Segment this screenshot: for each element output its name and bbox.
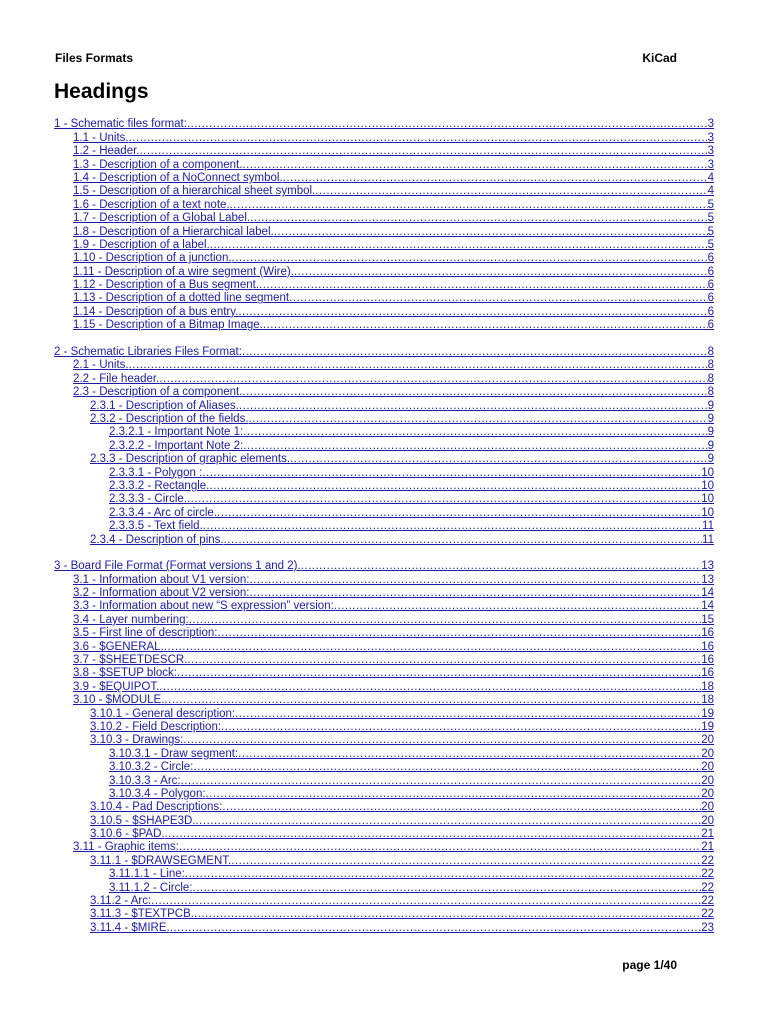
toc-entry-title: 3.3 - Information about new “S expression” version:	[73, 600, 334, 613]
toc-page-number: 22	[701, 895, 714, 908]
toc-leader-dots	[210, 239, 708, 252]
toc-entry-link[interactable]	[54, 279, 714, 292]
toc-leader-dots	[187, 654, 701, 667]
toc-leader-dots	[232, 252, 708, 265]
toc-entry-title: 2.3.2 - Description of the fields.	[90, 412, 249, 425]
toc-entry-link[interactable]	[54, 600, 714, 613]
toc-page-number: 16	[701, 667, 714, 680]
toc-entry-link[interactable]	[54, 868, 714, 881]
toc-entry-link[interactable]	[54, 386, 714, 399]
toc-entry-link[interactable]	[54, 788, 714, 801]
toc-entry-link[interactable]	[54, 680, 714, 693]
page-number: page 1/40	[622, 958, 677, 972]
toc-leader-dots	[194, 908, 701, 921]
toc-page-number: 22	[701, 908, 714, 921]
toc-entry-link[interactable]	[54, 212, 714, 225]
toc-entry-link[interactable]	[54, 453, 714, 466]
toc-leader-dots	[231, 855, 701, 868]
toc-entry-link[interactable]	[54, 131, 714, 144]
toc-entry-title: 3.10.6 - $PAD.	[90, 828, 165, 841]
toc-page-number: 22	[701, 854, 714, 867]
toc-page-number: 4	[707, 171, 714, 184]
toc-page-number: 3	[707, 118, 714, 131]
toc-entry-link[interactable]	[54, 118, 714, 131]
toc-page-number: 16	[701, 640, 714, 653]
toc-leader-dots	[239, 400, 708, 413]
toc-page-number: 6	[707, 279, 714, 292]
toc-leader-dots	[187, 118, 708, 131]
toc-page-number: 6	[707, 252, 714, 265]
toc-leader-dots	[203, 520, 702, 533]
toc-page-number: 16	[701, 627, 714, 640]
toc-page-number: 5	[707, 238, 714, 251]
toc-leader-dots	[164, 641, 701, 654]
toc-entry-link[interactable]	[54, 921, 714, 934]
toc-leader-dots	[170, 922, 702, 935]
toc-entry-title: 2.3.3 - Description of graphic elements.	[90, 453, 291, 466]
toc-leader-dots	[209, 480, 701, 493]
toc-entry-link[interactable]	[54, 587, 714, 600]
toc-page-number: 20	[701, 801, 714, 814]
toc-entry-title: 1 - Schematic files format:	[54, 118, 187, 131]
toc-entry-title: 1.4 - Description of a NoConnect symbol.	[73, 171, 283, 184]
toc-page-number: 10	[701, 479, 714, 492]
toc-page-number: 16	[701, 654, 714, 667]
toc-entry-link[interactable]	[54, 613, 714, 626]
toc-entry-link[interactable]	[54, 158, 714, 171]
toc-leader-dots	[129, 359, 708, 372]
toc-entry-title: 3.5 - First line of description:	[73, 627, 218, 640]
toc-page-number: 18	[701, 680, 714, 693]
toc-entry-title: 3 - Board File Format (Format versions 1 and 2).	[54, 560, 301, 573]
toc-leader-dots	[183, 734, 701, 747]
toc-leader-dots	[193, 761, 701, 774]
toc-entry-link[interactable]	[54, 560, 714, 573]
toc-entry-link[interactable]	[54, 573, 714, 586]
toc-leader-dots	[206, 788, 702, 801]
toc-page-number: 20	[701, 761, 714, 774]
product-name: KiCad	[642, 51, 677, 65]
toc-leader-dots	[294, 266, 708, 279]
toc-leader-dots	[164, 694, 701, 707]
toc-leader-dots	[243, 440, 707, 453]
toc-leader-dots	[151, 895, 701, 908]
page-header	[55, 51, 677, 67]
toc-leader-dots	[249, 574, 701, 587]
toc-entry-link[interactable]	[54, 292, 714, 305]
toc-entry-link[interactable]	[54, 520, 714, 533]
toc-leader-dots	[129, 132, 708, 145]
toc-entry-link[interactable]	[54, 305, 714, 318]
toc-page-number: 3	[707, 158, 714, 171]
toc-entry-link[interactable]	[54, 881, 714, 894]
toc-entry-link[interactable]	[54, 145, 714, 158]
toc-leader-dots	[159, 681, 701, 694]
toc-page-number: 9	[707, 412, 714, 425]
toc-entry-link[interactable]	[54, 734, 714, 747]
toc-page-number: 6	[707, 292, 714, 305]
toc-entry-link[interactable]	[54, 707, 714, 720]
toc-page-number: 20	[701, 734, 714, 747]
toc-entry-link[interactable]	[54, 828, 714, 841]
toc-entry-link[interactable]	[54, 319, 714, 332]
toc-page-number: 4	[707, 185, 714, 198]
toc-entry-link[interactable]	[54, 814, 714, 827]
toc-page-number: 3	[707, 145, 714, 158]
toc-entry-title: 1.5 - Description of a hierarchical sheet symbol.	[73, 185, 316, 198]
toc-entry-title: 2.3.3.5 - Text field.	[109, 520, 203, 533]
toc-entry-link[interactable]	[54, 533, 714, 546]
toc-entry-title: 3.2 - Information about V2 version:	[73, 587, 250, 600]
toc-entry-link[interactable]	[54, 480, 714, 493]
toc-leader-dots	[217, 507, 701, 520]
document-title: Files Formats	[55, 51, 134, 65]
toc-leader-dots	[187, 493, 701, 506]
toc-entry-title: 3.11 - Graphic items:	[73, 841, 179, 854]
toc-leader-dots	[238, 306, 707, 319]
toc-page-number: 11	[702, 533, 714, 546]
toc-entry-link[interactable]	[54, 239, 714, 252]
toc-entry-title: 3.11.1.2 - Circle:	[109, 881, 193, 894]
toc-entry-title: 1.14 - Description of a bus entry.	[73, 305, 239, 318]
toc-page-number: 10	[701, 466, 714, 479]
toc-page-number: 20	[701, 787, 714, 800]
toc-page-number: 13	[701, 573, 714, 586]
toc-entry-title: 2.3.3.1 - Polygon :	[109, 466, 203, 479]
toc-page-number: 8	[707, 359, 714, 372]
toc-entry-title: 3.11.1 - $DRAWSEGMENT.	[90, 854, 232, 867]
toc-leader-dots	[230, 199, 708, 212]
toc-page-number: 18	[701, 694, 714, 707]
toc-entry-title: 3.10.4 - Pad Descriptions:	[90, 801, 223, 814]
toc-page-number: 19	[701, 720, 714, 733]
toc-entry-title: 1.13 - Description of a dotted line segment	[73, 292, 290, 305]
toc-leader-dots	[301, 560, 702, 573]
toc-page-number: 20	[701, 747, 714, 760]
toc-entry-title: 3.1 - Information about V1 version:	[73, 573, 250, 586]
toc-leader-dots	[315, 185, 707, 198]
toc-entry-link[interactable]	[54, 640, 714, 653]
toc-leader-dots	[238, 748, 701, 761]
toc-entry-title: 3.10.3 - Drawings:	[90, 734, 184, 747]
toc-entry-link[interactable]	[54, 667, 714, 680]
toc-entry-title: 1.3 - Description of a component.	[73, 158, 243, 171]
toc-entry-link[interactable]	[54, 506, 714, 519]
toc-entry-title: 2 - Schematic Libraries Files Format:	[54, 346, 242, 359]
toc-leader-dots	[217, 627, 701, 640]
toc-entry-link[interactable]	[54, 774, 714, 787]
toc-entry-link[interactable]	[54, 399, 714, 412]
toc-page-number: 23	[701, 921, 714, 934]
toc-page-number: 11	[702, 520, 714, 533]
toc-page-number: 19	[701, 707, 714, 720]
toc-entry-title: 2.3.2.2 - Important Note 2:	[109, 439, 244, 452]
toc-leader-dots	[283, 172, 708, 185]
toc-entry-title: 2.3.3.3 - Circle.	[109, 493, 187, 506]
toc-leader-dots	[159, 373, 707, 386]
toc-leader-dots	[242, 346, 708, 359]
toc-entry-link[interactable]	[54, 493, 714, 506]
toc-entry-link[interactable]	[54, 252, 714, 265]
toc-entry-link[interactable]	[54, 747, 714, 760]
toc-entry-link[interactable]	[54, 185, 714, 198]
toc-leader-dots	[243, 426, 707, 439]
toc-page-number: 14	[701, 587, 714, 600]
toc-page-number: 3	[707, 131, 714, 144]
toc-page-number: 6	[707, 305, 714, 318]
toc-entry-title: 3.11.1.1 - Line:	[109, 868, 185, 881]
toc-entry-title: 3.11.3 - $TEXTPCB.	[90, 908, 194, 921]
toc-entry-link[interactable]	[54, 265, 714, 278]
toc-entry-title: 3.7 - $SHEETDESCR.	[73, 654, 188, 667]
toc-entry-title: 1.11 - Description of a wire segment (Wire).	[73, 265, 294, 278]
toc-entry-title: 1.1 - Units.	[73, 131, 129, 144]
toc-leader-dots	[139, 145, 707, 158]
toc-entry-link[interactable]	[54, 413, 714, 426]
toc-page-number: 22	[701, 868, 714, 881]
toc-page-number: 21	[701, 841, 714, 854]
toc-entry-title: 1.6 - Description of a text note.	[73, 198, 230, 211]
toc-page-number: 20	[701, 814, 714, 827]
toc-entry-title: 3.10.3.4 - Polygon:	[109, 787, 206, 800]
toc-entry-title: 2.1 - Units.	[73, 359, 129, 372]
toc-entry-link[interactable]	[54, 721, 714, 734]
toc-entry-title: 3.10.3.3 - Arc:	[109, 774, 181, 787]
toc-entry-title: 3.6 - $GENERAL.	[73, 640, 164, 653]
toc-leader-dots	[242, 386, 707, 399]
toc-entry-title: 3.11.4 - $MIRE.	[90, 921, 170, 934]
toc-leader-dots	[193, 882, 702, 895]
toc-page-number: 9	[707, 426, 714, 439]
toc-page-number: 5	[707, 212, 714, 225]
toc-entry-link[interactable]	[54, 694, 714, 707]
toc-entry-link[interactable]	[54, 426, 714, 439]
toc-entry-title: 3.10.1 - General description:	[90, 707, 236, 720]
toc-leader-dots	[195, 815, 701, 828]
toc-leader-dots	[289, 292, 708, 305]
toc-page-number: 5	[707, 225, 714, 238]
toc-leader-dots	[202, 467, 701, 480]
toc-entry-title: 3.8 - $SETUP block:	[73, 667, 177, 680]
toc-entry-link[interactable]	[54, 854, 714, 867]
toc-entry-title: 1.8 - Description of a Hierarchical label.	[73, 225, 274, 238]
toc-entry-link[interactable]	[54, 439, 714, 452]
toc-leader-dots	[259, 279, 708, 292]
toc-spacer	[54, 547, 714, 560]
toc-page-number: 8	[707, 346, 714, 359]
toc-page-number: 22	[701, 881, 714, 894]
toc-entry-title: 3.10.3.1 - Draw segment:	[109, 747, 239, 760]
toc-leader-dots	[263, 319, 708, 332]
toc-leader-dots	[165, 828, 702, 841]
toc-entry-title: 3.10.5 - $SHAPE3D.	[90, 814, 196, 827]
toc-page-number: 10	[701, 493, 714, 506]
toc-page-number: 20	[701, 774, 714, 787]
toc-entry-link[interactable]	[54, 225, 714, 238]
toc-page-number: 13	[701, 560, 714, 573]
toc-entry-title: 2.3.4 - Description of pins.	[90, 533, 224, 546]
toc-leader-dots	[274, 226, 708, 239]
toc-leader-dots	[189, 614, 702, 627]
toc-leader-dots	[185, 868, 701, 881]
toc-entry-title: 1.7 - Description of a Global Label.	[73, 212, 251, 225]
toc-entry-title: 1.10 - Description of a junction.	[73, 252, 232, 265]
toc-leader-dots	[221, 721, 701, 734]
toc-leader-dots	[177, 667, 701, 680]
toc-entry-title: 3.9 - $EQUIPOT.	[73, 680, 160, 693]
page-title: Headings	[54, 80, 149, 103]
toc-entry-link[interactable]	[54, 359, 714, 372]
toc-page-number: 6	[707, 265, 714, 278]
toc-leader-dots	[235, 708, 701, 721]
toc-leader-dots	[290, 453, 708, 466]
toc-entry-link[interactable]	[54, 841, 714, 854]
toc-entry-title: 3.10.3.2 - Circle:	[109, 761, 194, 774]
toc-entry-title: 2.3.2.1 - Important Note 1:	[109, 426, 244, 439]
toc-page-number: 8	[707, 386, 714, 399]
toc-leader-dots	[222, 801, 701, 814]
toc-page-number: 14	[701, 600, 714, 613]
toc-leader-dots	[242, 159, 707, 172]
toc-entry-title: 1.2 - Header.	[73, 145, 140, 158]
toc-page-number: 9	[707, 439, 714, 452]
toc-entry-link[interactable]	[54, 908, 714, 921]
toc-entry-link[interactable]	[54, 801, 714, 814]
toc-entry-link[interactable]	[54, 761, 714, 774]
toc-leader-dots	[249, 587, 701, 600]
toc-entry-title: 1.9 - Description of a label.	[73, 238, 210, 251]
toc-entry-title: 1.15 - Description of a Bitmap Image.	[73, 319, 263, 332]
toc-entry-title: 3.11.2 - Arc:	[90, 895, 152, 908]
toc-page-number: 6	[707, 319, 714, 332]
toc-page-number: 9	[707, 453, 714, 466]
toc-entry-title: 1.12 - Description of a Bus segment.	[73, 279, 260, 292]
toc-leader-dots	[249, 413, 708, 426]
toc-leader-dots	[334, 600, 701, 613]
toc-page-number: 21	[701, 828, 714, 841]
toc-entry-link[interactable]	[54, 895, 714, 908]
toc-leader-dots	[250, 212, 708, 225]
toc-entry-link[interactable]	[54, 654, 714, 667]
toc-entry-link[interactable]	[54, 466, 714, 479]
toc-page-number: 10	[701, 506, 714, 519]
toc-entry-link[interactable]	[54, 198, 714, 211]
toc-entry-title: 2.3 - Description of a component.	[73, 386, 243, 399]
toc-entry-title: 3.10 - $MODULE.	[73, 694, 165, 707]
toc-entry-link[interactable]	[54, 372, 714, 385]
toc-page-number: 9	[707, 399, 714, 412]
toc-entry-title: 2.3.3.4 - Arc of circle.	[109, 506, 218, 519]
toc-leader-dots	[181, 775, 702, 788]
toc-entry-title: 3.4 - Layer numbering:	[73, 613, 189, 626]
table-of-contents	[54, 118, 714, 935]
toc-page-number: 8	[707, 372, 714, 385]
toc-entry-title: 3.10.2 - Field Description:	[90, 720, 222, 733]
toc-page-number: 15	[701, 613, 714, 626]
toc-entry-link[interactable]	[54, 172, 714, 185]
toc-entry-title: 2.2 - File header.	[73, 372, 160, 385]
toc-entry-link[interactable]	[54, 346, 714, 359]
toc-entry-title: 2.3.3.2 - Rectangle.	[109, 479, 210, 492]
toc-leader-dots	[179, 841, 701, 854]
toc-entry-title: 2.3.1 - Description of Aliases.	[90, 399, 239, 412]
toc-entry-link[interactable]	[54, 627, 714, 640]
toc-spacer	[54, 332, 714, 345]
toc-leader-dots	[224, 534, 702, 547]
toc-page-number: 5	[707, 198, 714, 211]
